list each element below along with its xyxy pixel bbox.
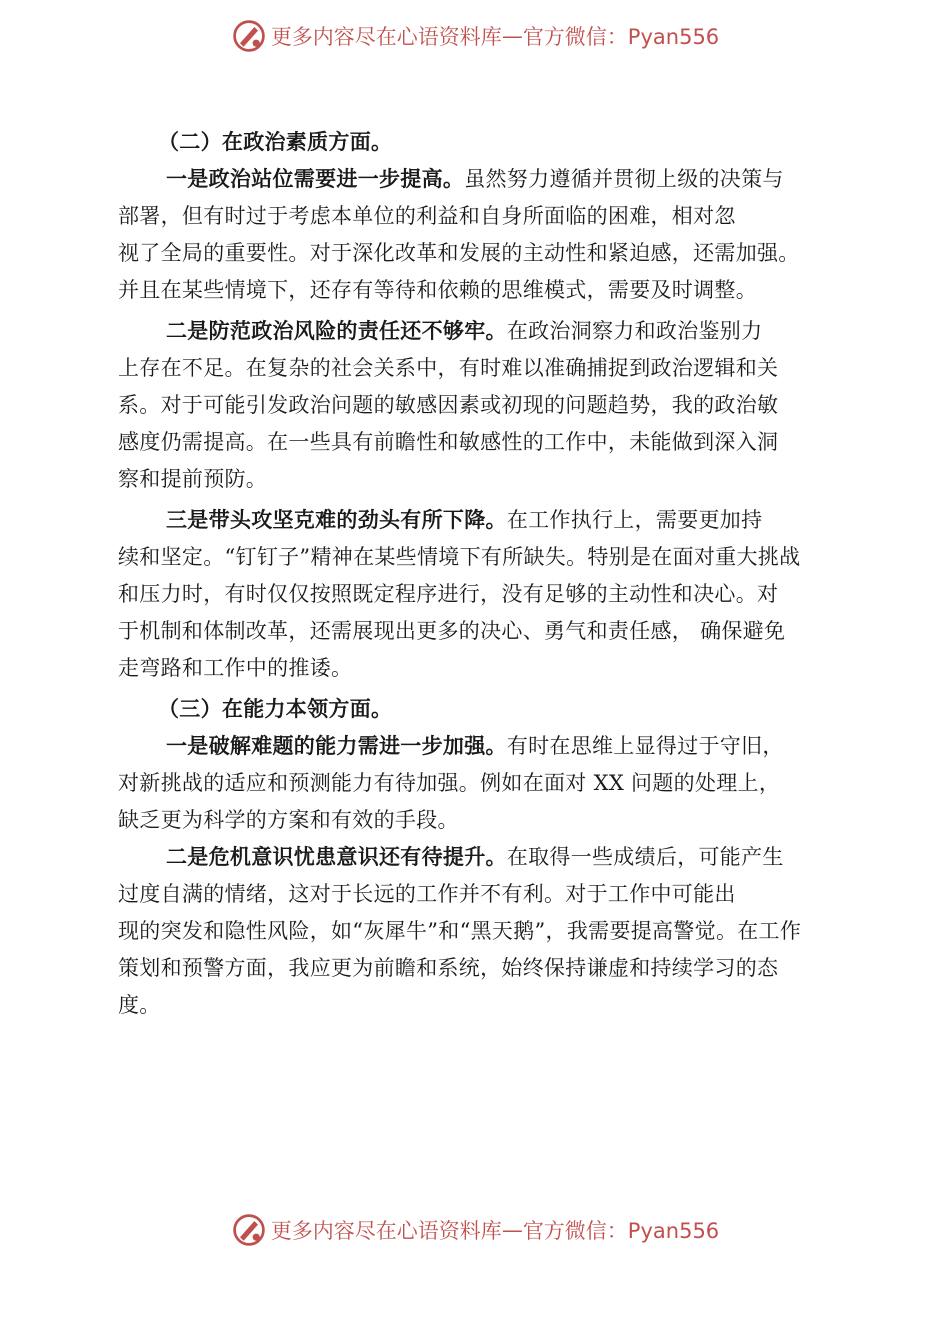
paragraph-line: 感度仍需提高。在一些具有前瞻性和敏感性的工作中，未能做到深入洞 (118, 430, 779, 454)
paragraph-line: 续和坚定。“钉钉子”精神在某些情境下有所缺失。特别是在面对重大挑战 (118, 545, 801, 569)
watermark-logo-icon (231, 1212, 267, 1248)
document-body (118, 124, 848, 1024)
paragraph-line: 过度自满的情绪，这对于长远的工作并不有利。对于工作中可能出 (118, 882, 736, 906)
section-heading: （二）在政治素质方面。 (158, 130, 393, 154)
paragraph-line: 二是危机意识忧患意识还有待提升。在取得一些成绩后，可能产生 (166, 845, 784, 869)
paragraph-line: 走弯路和工作中的推诿。 (118, 656, 353, 680)
header-watermark (0, 16, 950, 56)
paragraph-line: 和压力时，有时仅仅按照既定程序进行，没有足够的主动性和决心。对 (118, 582, 779, 606)
paragraph-line: 视了全局的重要性。对于深化改革和发展的主动性和紧迫感，还需加强。 (118, 241, 800, 265)
paragraph-line: 察和提前预防。 (118, 467, 268, 491)
watermark-wechat: 官方微信：Pyan556 (522, 25, 720, 49)
paragraph-lead: 一是破解难题的能力需进一步加强。 (166, 734, 507, 758)
paragraph-line: 系。对于可能引发政治问题的敏感因素或初现的问题趋势，我的政治敏 (118, 393, 779, 417)
watermark-separator: — (501, 24, 523, 48)
paragraph-line: 三是带头攻坚克难的劲头有所下降。在工作执行上，需要更加持 (166, 508, 763, 532)
paragraph-line: 部署，但有时过于考虑本单位的利益和自身所面临的困难，相对忽 (118, 204, 736, 228)
paragraph-lead: 二是防范政治风险的责任还不够牢。 (166, 319, 507, 343)
paragraph-line: 对新挑战的适应和预测能力有待加强。例如在面对 XX 问题的处理上， (118, 771, 781, 795)
watermark-text: 更多内容尽在心语资料库 (270, 1219, 502, 1243)
paragraph-line: 于机制和体制改革，还需展现出更多的决心、勇气和责任感， 确保避免 (118, 619, 786, 643)
paragraph-line: 现的突发和隐性风险，如“灰犀牛”和“黑天鹅”，我需要提高警觉。在工作 (118, 919, 802, 943)
watermark-text: 更多内容尽在心语资料库 (270, 25, 502, 49)
footer-watermark (0, 1210, 950, 1250)
paragraph-lead: 二是危机意识忧患意识还有待提升。 (166, 845, 507, 869)
paragraph-line: 二是防范政治风险的责任还不够牢。在政治洞察力和政治鉴别力 (166, 319, 763, 343)
paragraph-line: 一是政治站位需要进一步提高。虽然努力遵循并贯彻上级的决策与 (166, 167, 784, 191)
section-heading: （三）在能力本领方面。 (158, 697, 393, 721)
watermark-wechat: 官方微信：Pyan556 (522, 1219, 720, 1243)
paragraph-line: 度。 (118, 993, 161, 1017)
watermark-separator: — (501, 1218, 523, 1242)
paragraph-lead: 三是带头攻坚克难的劲头有所下降。 (166, 508, 507, 532)
paragraph-line: 缺乏更为科学的方案和有效的手段。 (118, 808, 459, 832)
paragraph-line: 策划和预警方面，我应更为前瞻和系统，始终保持谦虚和持续学习的态 (118, 956, 779, 980)
paragraph-line: 上存在不足。在复杂的社会关系中，有时难以准确捕捉到政治逻辑和关 (118, 356, 779, 380)
paragraph-line: 一是破解难题的能力需进一步加强。有时在思维上显得过于守旧， (166, 734, 784, 758)
paragraph-lead: 一是政治站位需要进一步提高。 (166, 167, 465, 191)
paragraph-line: 并且在某些情境下，还存有等待和依赖的思维模式，需要及时调整。 (118, 278, 757, 302)
watermark-logo-icon (231, 18, 267, 54)
